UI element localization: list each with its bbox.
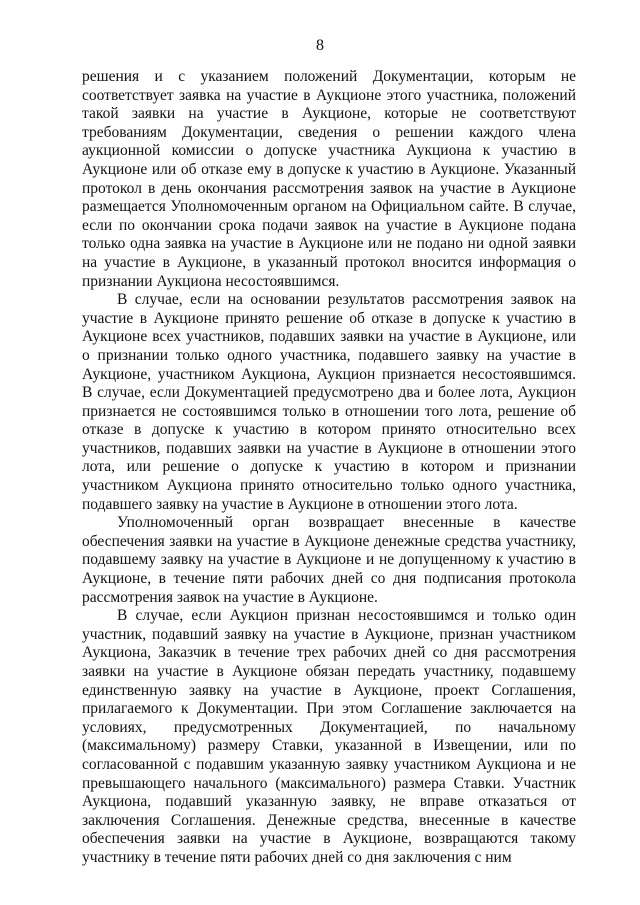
- paragraph-deposit-return: Уполномоченный орган возвращает внесенные в качестве обеспечения заявки на участие в Аукционе денежные средства участнику, подавшему заявку на участие в Аукционе и не допущенному к участию в Аукционе, в течение пяти рабочих дней со дня подписания протокола рассмотрения заявок на участие в Аукционе.: [82, 514, 576, 606]
- page-number: 8: [316, 37, 324, 54]
- paragraph-single-participant: В случае, если Аукцион признан несостоявшимся и только один участник, подавший заявку на участие в Аукционе, признан участником Аукциона, Заказчик в течение трех рабочих дней со дня рассмотрения заявки на участие в Аукционе обязан передать участнику, подавшему единственную заявку на участие в Аукционе, проект Соглашения, прилагаемого к Документации. При этом Соглашение заключается на условиях, предусмотренных Документацией, по начальному (максимальному) размеру Ставки, указанной в Извещении, или по согласованной с подавшим указанную заявку участником Аукциона и не превышающего начального (максимального) размера Ставки. Участник Аукциона, подавший указанную заявку, не вправе отказаться от заключения Соглашения. Денежные средства, внесенные в качестве обеспечения заявки на участие в Аукционе, возвращаются такому участнику в течение пяти рабочих дней со дня заключения с ним: [82, 607, 576, 866]
- paragraph-continuation: решения и с указанием положений Документации, которым не соответствует заявка на участие в Аукционе этого участника, положений такой заявки на участие в Аукционе, которые не соответствуют требованиям Документации, сведения о решении каждого члена аукционной комиссии о допуске участника Аукциона к участию в Аукционе или об отказе ему в допуске к участию в Аукционе. Указанный протокол в день окончания рассмотрения заявок на участие в Аукционе размещается Уполномоченным органом на Официальном сайте. В случае, если по окончании срока подачи заявок на участие в Аукционе подана только одна заявка на участие в Аукционе или не подано ни одной заявки на участие в Аукционе, в указанный протокол вносится информация о признании Аукциона несостоявшимся.: [82, 68, 576, 290]
- paragraph-failed-auction: В случае, если на основании результатов рассмотрения заявок на участие в Аукционе принято решение об отказе в допуске к участию в Аукционе всех участников, подавших заявки на участие в Аукционе, или о признании только одного участника, подавшего заявку на участие в Аукционе, участником Аукциона, Аукцион признается несостоявшимся. В случае, если Документацией предусмотрено два и более лота, Аукцион признается не состоявшимся только в отношении того лота, решение об отказе в допуске к участию в котором принято относительно всех участников, подавших заявки на участие в Аукционе в отношении этого лота, или решение о допуске к участию в котором и признании участником Аукциона принято относительно только одного участника, подавшего заявку на участие в Аукционе в отношении этого лота.: [82, 291, 576, 513]
- document-body: [82, 68, 576, 868]
